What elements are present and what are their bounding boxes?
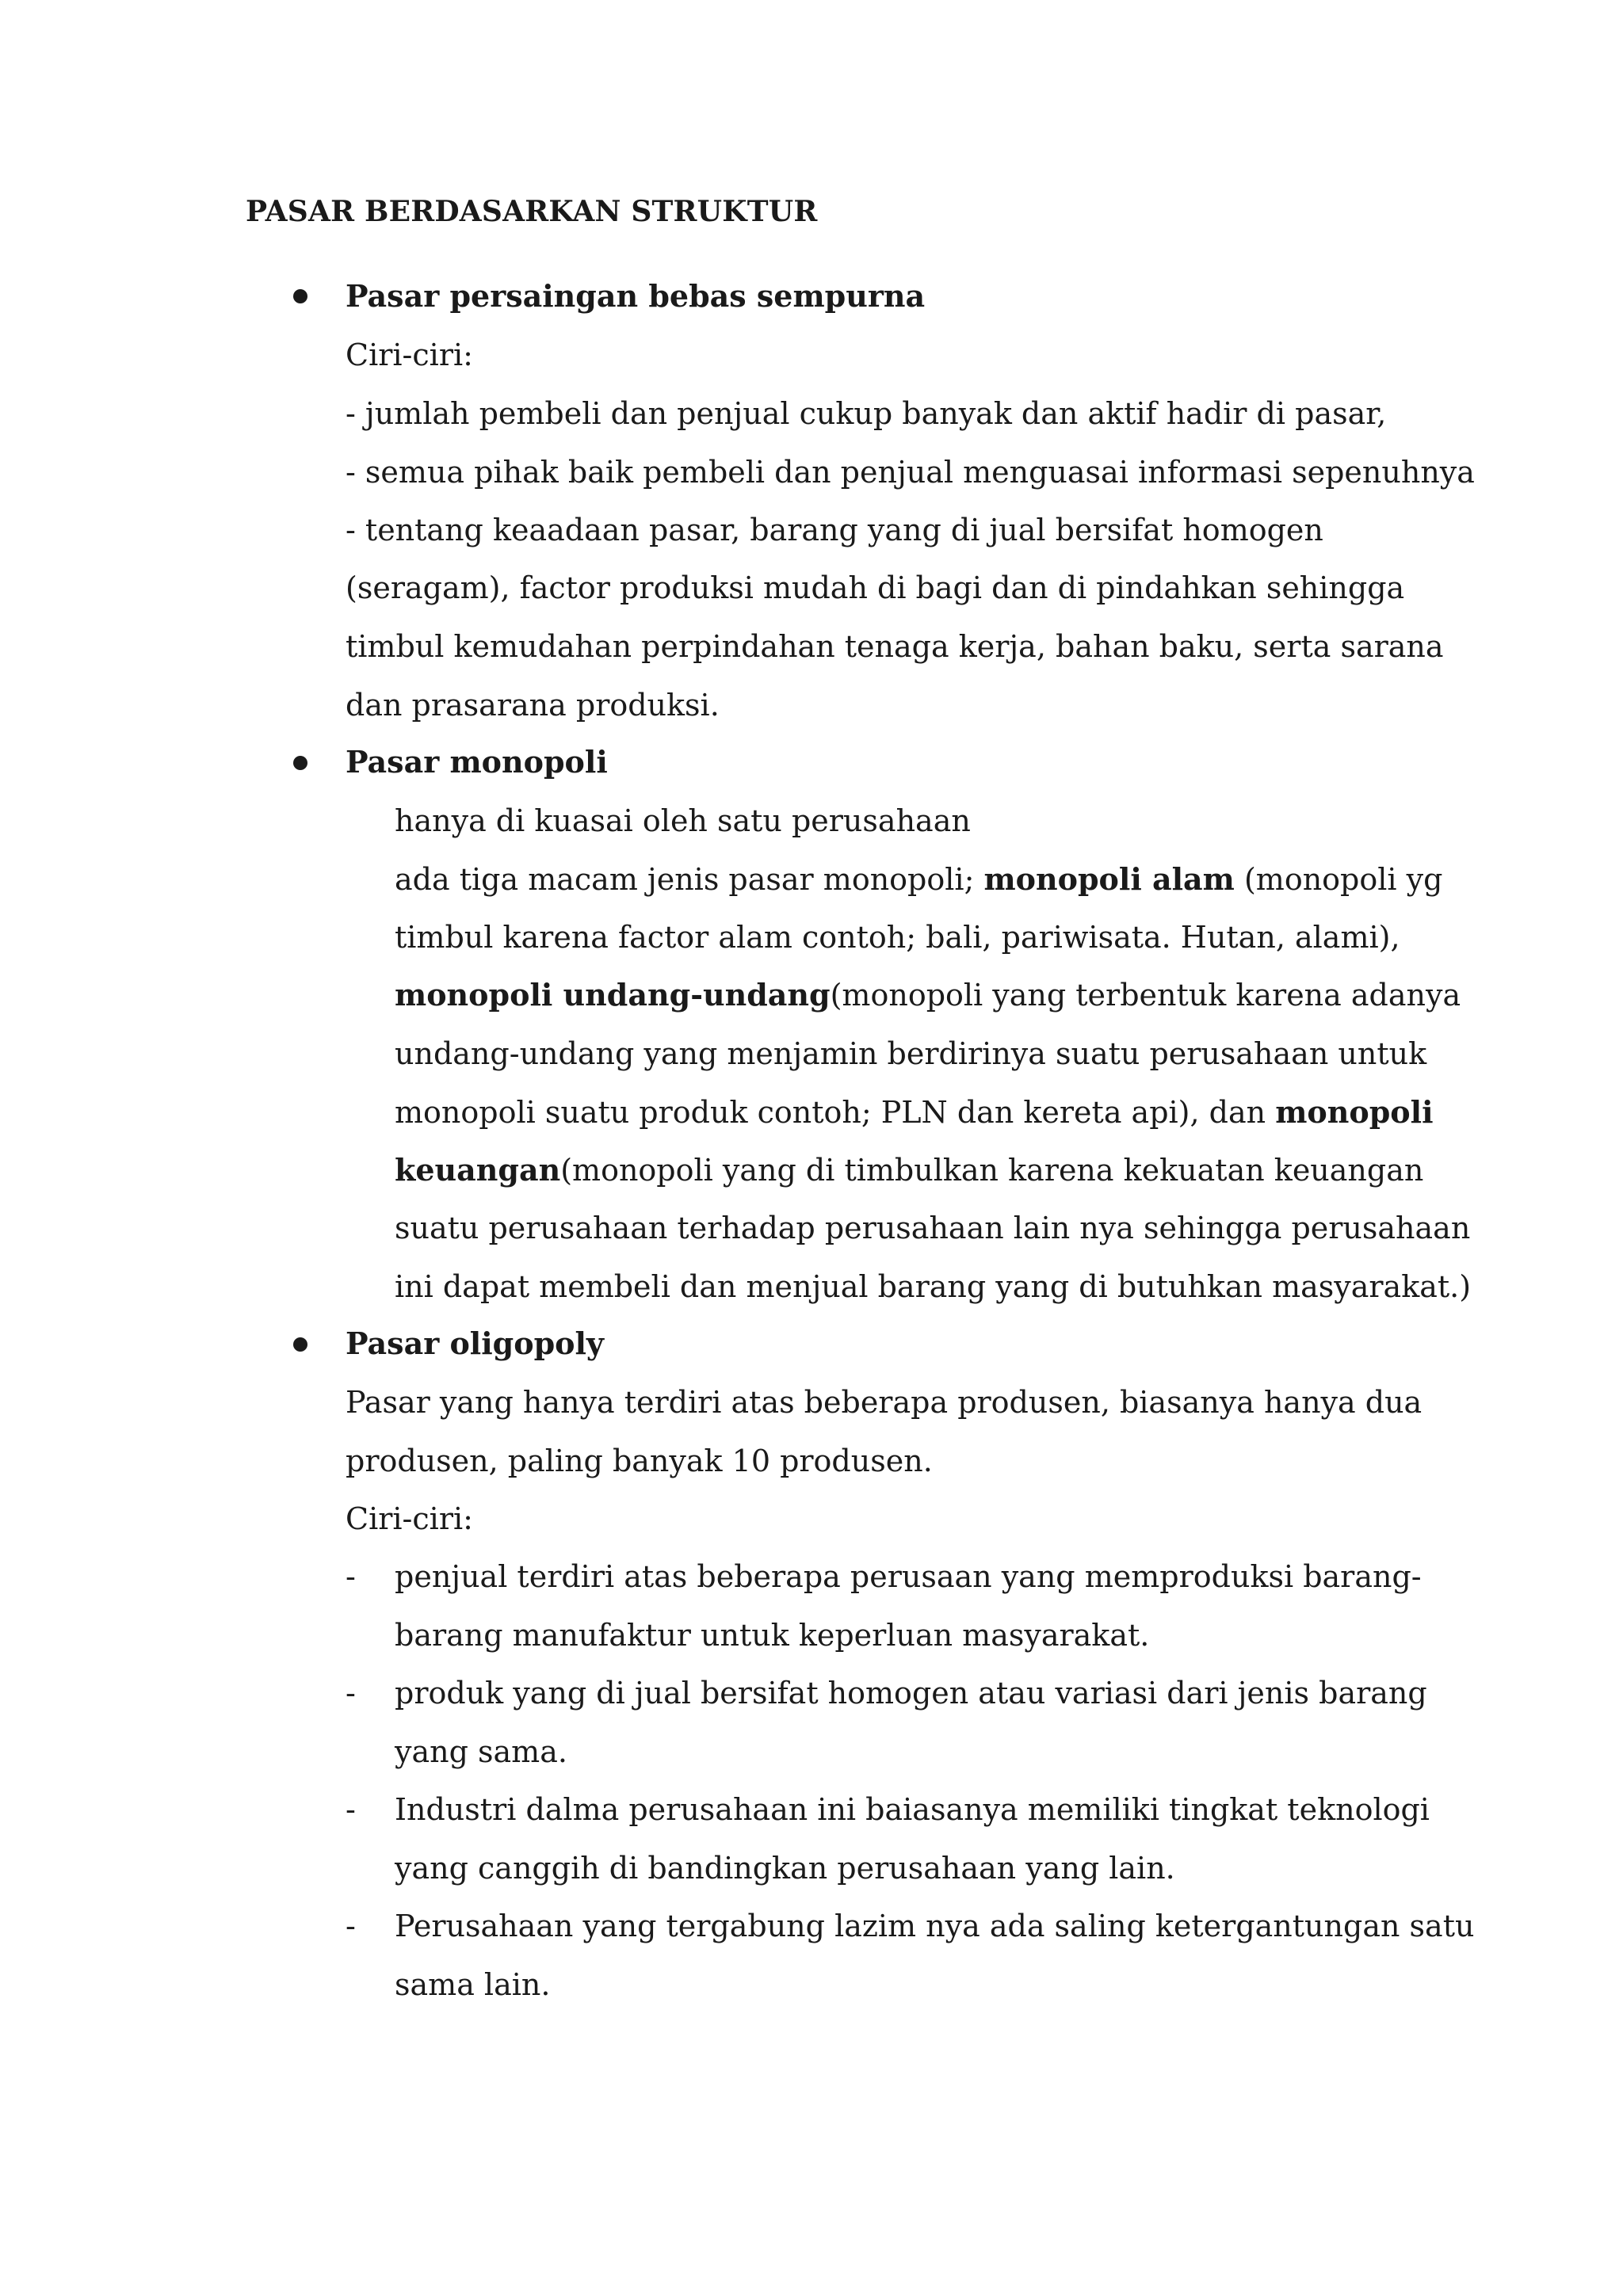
list-item: penjual terdiri atas beberapa perusaan yang memproduksi barang- xyxy=(395,1559,1422,1594)
text-line: ada tiga macam jenis pasar monopoli; monopoli alam (monopoli yg xyxy=(395,861,1443,897)
bullet-icon xyxy=(293,289,307,303)
text-line: timbul kemudahan perpindahan tenaga kerja, bahan baku, serta sarana xyxy=(346,629,1444,664)
bullet-icon xyxy=(293,1337,307,1352)
section-heading-oligopoly: Pasar oligopoly xyxy=(346,1325,605,1361)
document-title: PASAR BERDASARKAN STRUKTUR xyxy=(246,195,818,228)
text-line: monopoli undang-undang(monopoli yang terbentuk karena adanya xyxy=(395,977,1461,1013)
text-line: hanya di kuasai oleh satu perusahaan xyxy=(395,803,971,838)
section-heading-persaingan: Pasar persaingan bebas sempurna xyxy=(346,278,926,314)
text-line: suatu perusahaan terhadap perusahaan lain nya sehingga perusahaan xyxy=(395,1211,1471,1245)
text-line: ini dapat membeli dan menjual barang yang di butuhkan masyarakat.) xyxy=(395,1269,1472,1304)
text-line: timbul karena factor alam contoh; bali, pariwisata. Hutan, alami), xyxy=(395,920,1400,955)
bullet-icon xyxy=(293,756,307,770)
dash-marker: - xyxy=(346,1676,356,1711)
text-line: - semua pihak baik pembeli dan penjual menguasai informasi sepenuhnya xyxy=(346,455,1475,490)
section-heading-monopoli: Pasar monopoli xyxy=(346,744,608,780)
list-item: Industri dalma perusahaan ini baiasanya memiliki tingkat teknologi xyxy=(395,1792,1430,1827)
list-item-continuation: yang sama. xyxy=(395,1734,567,1769)
list-item-continuation: barang manufaktur untuk keperluan masyarakat. xyxy=(395,1618,1150,1653)
list-item-continuation: sama lain. xyxy=(395,1967,551,2002)
text-line: - tentang keaadaan pasar, barang yang di jual bersifat homogen xyxy=(346,513,1323,547)
text-line: Pasar yang hanya terdiri atas beberapa produsen, biasanya hanya dua xyxy=(346,1385,1423,1420)
dash-marker: - xyxy=(346,1559,356,1594)
text-line: dan prasarana produksi. xyxy=(346,688,720,723)
list-item: Perusahaan yang tergabung lazim nya ada saling ketergantungan satu xyxy=(395,1909,1475,1943)
list-item: produk yang di jual bersifat homogen atau variasi dari jenis barang xyxy=(395,1676,1427,1711)
dash-marker: - xyxy=(346,1909,356,1943)
text-line: Ciri-ciri: xyxy=(346,338,473,372)
text-line: monopoli suatu produk contoh; PLN dan kereta api), dan monopoli xyxy=(395,1094,1434,1130)
text-line: (seragam), factor produksi mudah di bagi dan di pindahkan sehingga xyxy=(346,570,1405,605)
text-line: keuangan(monopoli yang di timbulkan karena kekuatan keuangan xyxy=(395,1152,1424,1188)
text-line: - jumlah pembeli dan penjual cukup banyak dan aktif hadir di pasar, xyxy=(346,396,1387,431)
text-line: undang-undang yang menjamin berdirinya suatu perusahaan untuk xyxy=(395,1036,1427,1071)
text-line: Ciri-ciri: xyxy=(346,1501,473,1536)
dash-marker: - xyxy=(346,1792,356,1827)
text-line: produsen, paling banyak 10 produsen. xyxy=(346,1444,933,1478)
list-item-continuation: yang canggih di bandingkan perusahaan yang lain. xyxy=(395,1851,1175,1886)
